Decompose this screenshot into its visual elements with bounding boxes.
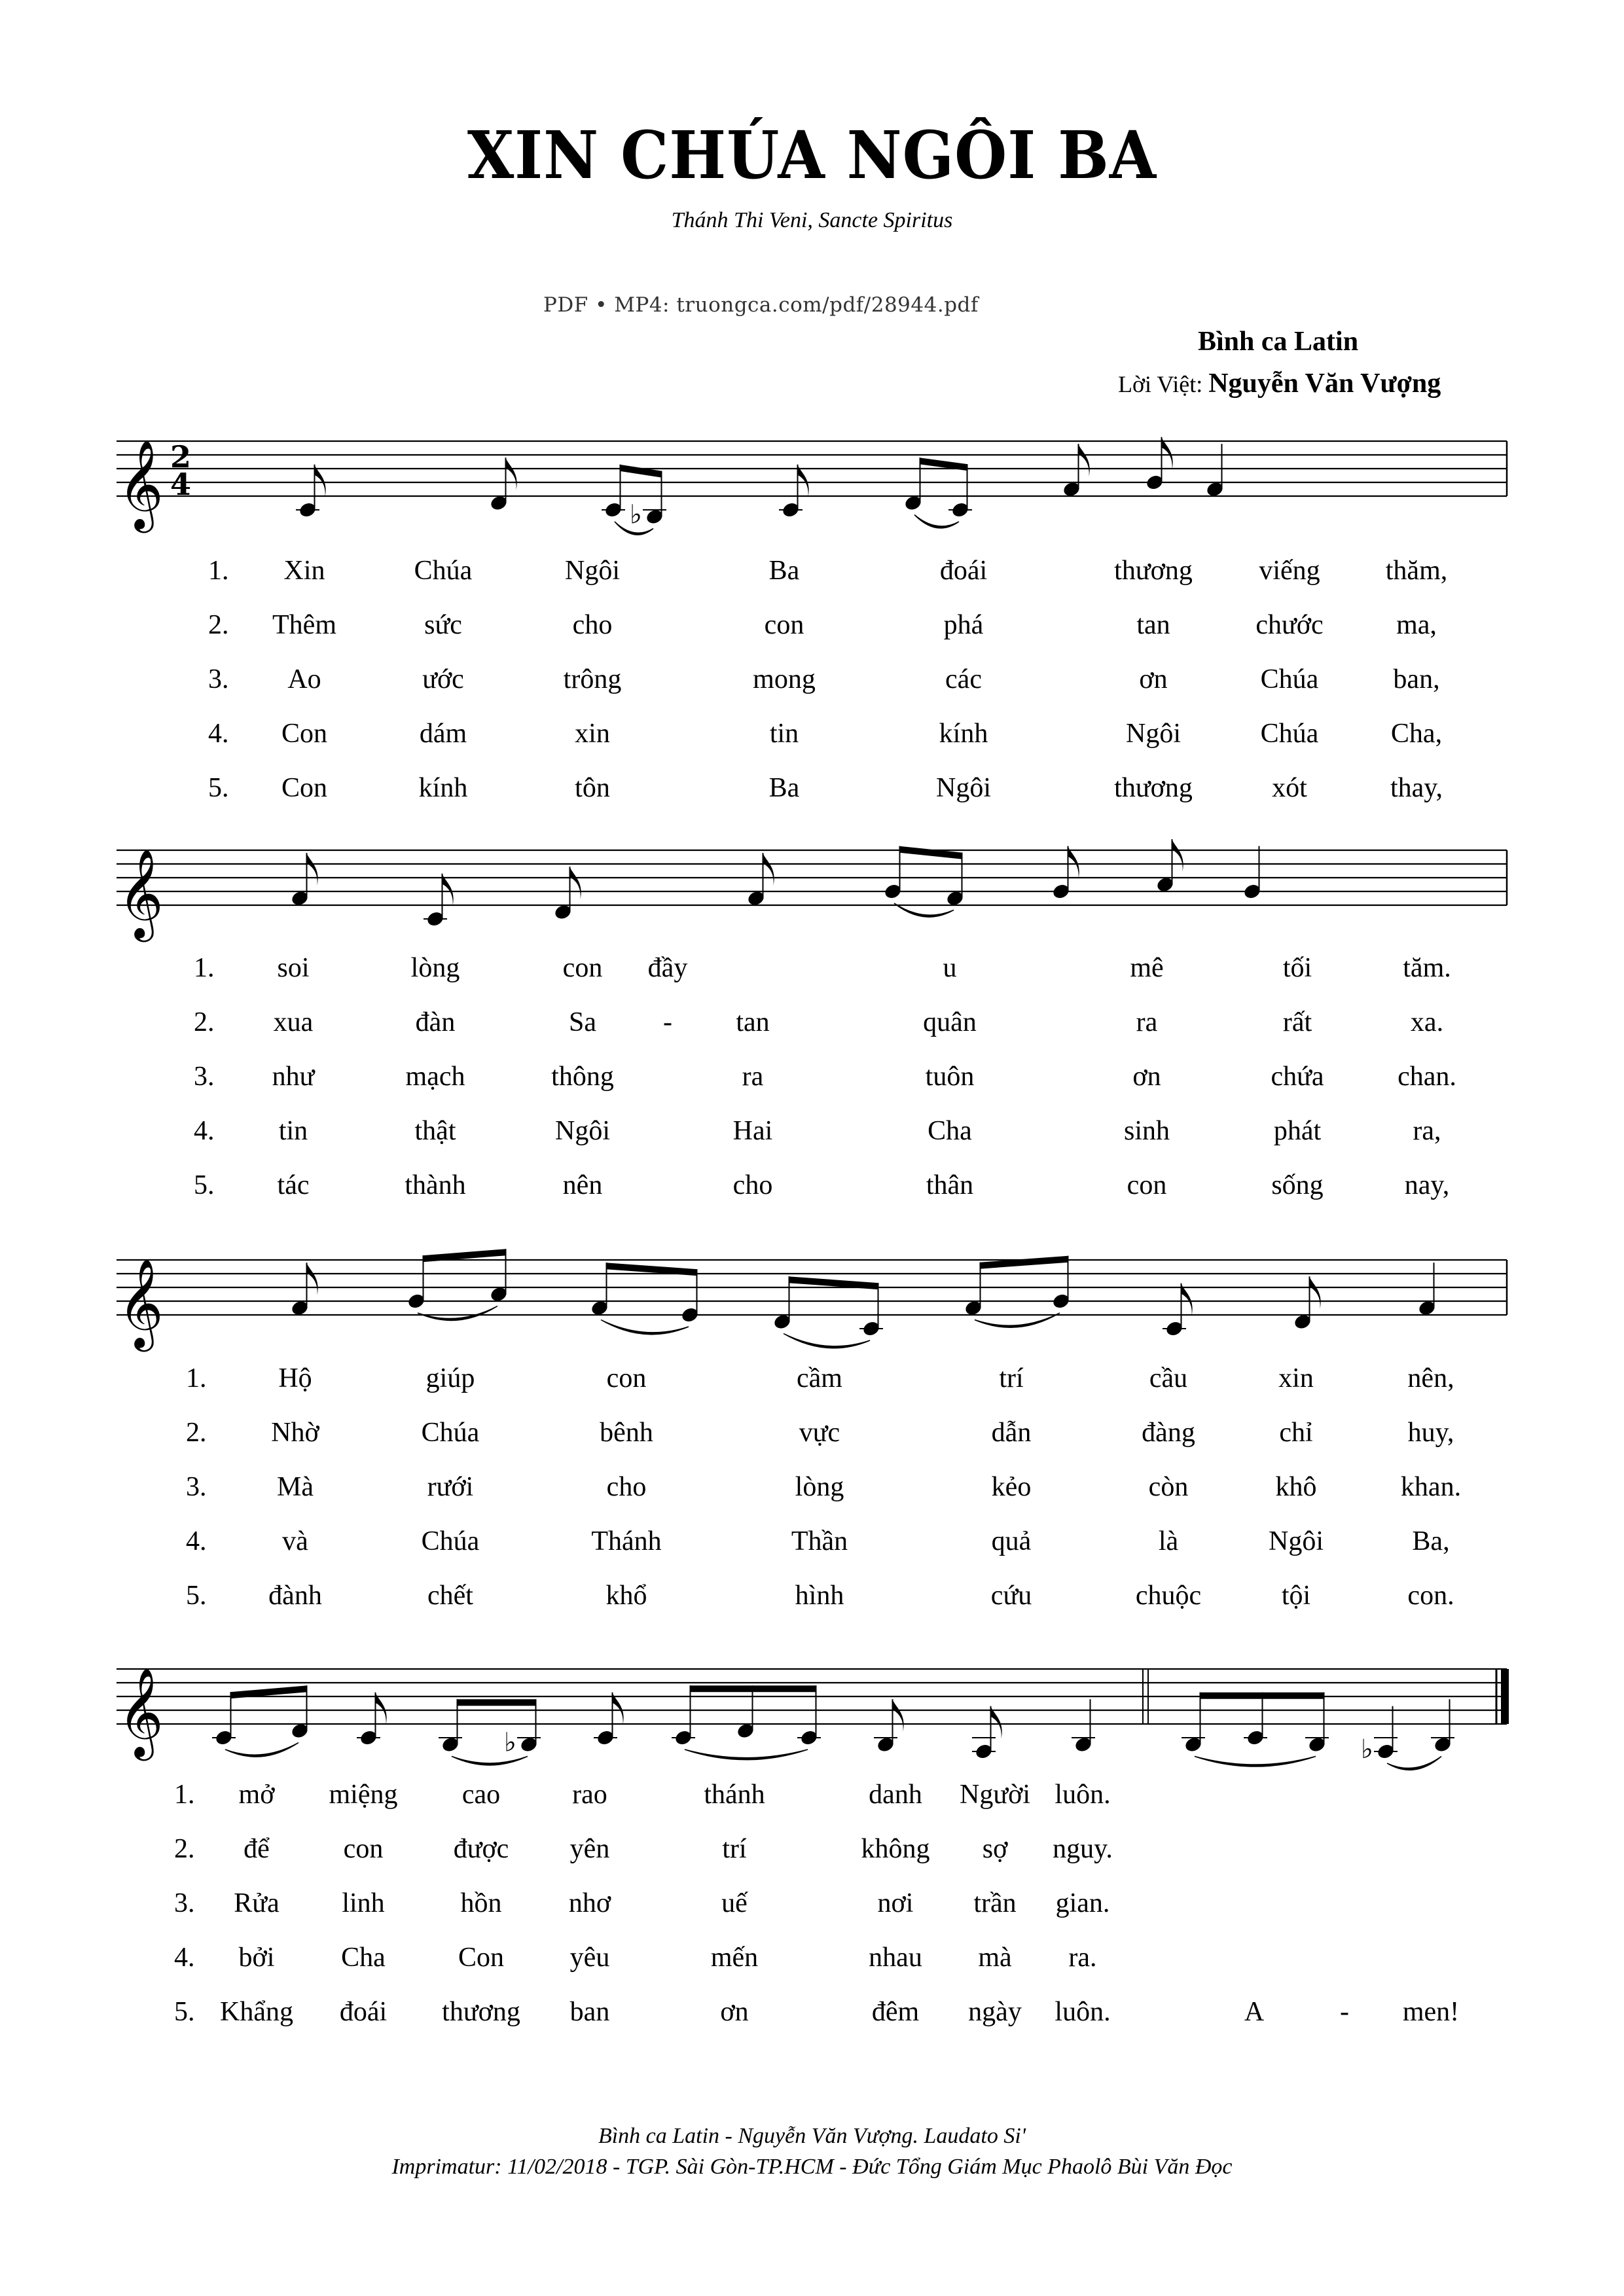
lyric-syllable: chết — [427, 1581, 473, 1611]
lyricist-label: Lời Việt: — [1118, 371, 1203, 397]
verse-number: 4. — [208, 719, 229, 749]
lyric-syllable: dám — [419, 719, 467, 749]
lyric-syllable: Thần — [791, 1526, 848, 1556]
verse-number: 2. — [208, 610, 229, 640]
lyric-syllable: Xin — [283, 556, 325, 586]
lyric-syllable: các — [945, 664, 982, 694]
lyric-syllable: huy, — [1407, 1418, 1454, 1448]
lyric-syllable: Con — [281, 773, 328, 803]
lyric-syllable: thăm, — [1385, 556, 1448, 586]
lyric-verse-2 — [0, 1007, 1624, 1039]
eighth-flag-icon — [442, 874, 454, 906]
eighth-flag-icon — [307, 853, 318, 886]
lyric-syllable: bởi — [238, 1943, 275, 1973]
lyric-syllable: đoái — [339, 1997, 388, 2027]
lyric-verse-5 — [0, 1580, 1624, 1613]
lyric-syllable: thành — [405, 1170, 466, 1200]
lyric-syllable: Ngôi — [1126, 719, 1181, 749]
lyric-syllable: sinh — [1123, 1116, 1170, 1146]
lyric-syllable: Ba — [768, 773, 800, 803]
lyric-syllable: khổ — [605, 1581, 647, 1611]
lyric-syllable: vực — [799, 1418, 840, 1448]
lyric-syllable: thánh — [704, 1780, 765, 1810]
lyric-syllable: ban — [569, 1997, 610, 2027]
lyric-verse-3 — [0, 1061, 1624, 1094]
lyric-syllable: tối — [1282, 953, 1312, 983]
lyric-syllable: Chúa — [421, 1418, 480, 1448]
lyric-syllable: chỉ — [1279, 1418, 1313, 1448]
lyric-syllable: xin — [1278, 1363, 1314, 1393]
lyric-syllable: rất — [1282, 1007, 1312, 1037]
lyric-syllable: cao — [461, 1780, 501, 1810]
lyric-syllable: tội — [1281, 1581, 1311, 1611]
verse-number: 4. — [174, 1943, 195, 1973]
lyric-syllable: nên, — [1407, 1363, 1454, 1393]
lyric-syllable: còn — [1148, 1472, 1189, 1502]
lyric-syllable: hồn — [460, 1888, 502, 1918]
lyric-syllable: Ngôi — [555, 1116, 610, 1146]
verse-number: 1. — [194, 953, 215, 983]
lyric-syllable: cho — [572, 610, 613, 640]
lyric-syllable: xua — [273, 1007, 314, 1037]
lyric-syllable: Sa — [569, 1007, 596, 1037]
lyric-syllable: khan. — [1400, 1472, 1462, 1502]
lyric-syllable: sống — [1271, 1170, 1324, 1200]
lyric-syllable: tăm. — [1403, 953, 1451, 983]
lyric-syllable: con — [562, 953, 603, 983]
source-link[interactable]: PDF • MP4: truongca.com/pdf/28944.pdf — [543, 293, 979, 317]
treble-clef-icon: 𝄞 — [118, 439, 164, 529]
lyric-syllable: bênh — [600, 1418, 653, 1448]
song-subtitle: Thánh Thi Veni, Sancte Spiritus — [671, 208, 953, 232]
lyric-verse-4 — [0, 718, 1624, 751]
lyric-syllable: đoái — [939, 556, 988, 586]
eighth-flag-icon — [376, 1693, 387, 1725]
lyric-syllable: nhơ — [568, 1888, 611, 1918]
slur — [452, 1757, 528, 1765]
lyric-syllable: chan. — [1398, 1062, 1456, 1092]
lyric-syllable: ban, — [1393, 664, 1440, 694]
lyric-syllable: nên — [562, 1170, 603, 1200]
lyric-syllable: ngày — [968, 1997, 1022, 2027]
lyric-syllable: tan — [736, 1007, 770, 1037]
eighth-flag-icon — [307, 1263, 318, 1295]
lyric-syllable: nhau — [869, 1943, 922, 1973]
lyric-syllable: đàn — [415, 1007, 456, 1037]
lyric-syllable: chước — [1255, 610, 1324, 640]
footer-credit: Bình ca Latin - Nguyễn Văn Vượng. Laudato Si' — [598, 2124, 1026, 2148]
lyric-syllable: viếng — [1259, 556, 1320, 586]
slur — [914, 515, 959, 528]
lyric-syllable: rao — [572, 1780, 607, 1810]
lyric-syllable: Con — [281, 719, 328, 749]
lyric-syllable: cầu — [1149, 1363, 1188, 1393]
lyric-syllable: như — [272, 1062, 315, 1092]
eighth-flag-icon — [1162, 437, 1173, 470]
lyric-syllable: mến — [710, 1943, 759, 1973]
lyric-syllable: Cha — [341, 1943, 386, 1973]
lyric-syllable: soi — [277, 953, 310, 983]
verse-number: 5. — [186, 1581, 207, 1611]
lyric-syllable: thật — [414, 1116, 456, 1146]
lyric-syllable: men! — [1402, 1997, 1460, 2027]
lyric-verse-4 — [0, 1115, 1624, 1148]
verse-number: 1. — [208, 556, 229, 586]
lyric-verse-4 — [0, 1526, 1624, 1558]
lyric-syllable: tin — [769, 719, 799, 749]
lyric-syllable: Chúa — [414, 556, 473, 586]
lyric-syllable: Ngôi — [1269, 1526, 1324, 1556]
lyric-syllable: thông — [551, 1062, 614, 1092]
lyric-verse-2 — [0, 609, 1624, 642]
lyric-syllable: Chúa — [421, 1526, 480, 1556]
lyric-syllable: ra — [742, 1062, 764, 1092]
lyric-syllable: - — [663, 1007, 672, 1037]
lyric-syllable: cứu — [990, 1581, 1032, 1611]
lyric-syllable: Rửa — [234, 1888, 280, 1918]
flat-icon: ♭ — [504, 1727, 516, 1758]
lyric-syllable: Thánh — [591, 1526, 662, 1556]
flat-icon: ♭ — [1361, 1734, 1373, 1765]
lyric-syllable: ra. — [1068, 1943, 1097, 1973]
treble-clef-icon: 𝄞 — [118, 848, 164, 938]
lyric-syllable: Thêm — [272, 610, 336, 640]
lyric-syllable: mong — [753, 664, 816, 694]
lyric-syllable: lòng — [795, 1472, 844, 1502]
lyric-syllable: tác — [277, 1170, 310, 1200]
lyric-syllable: kẻo — [991, 1472, 1032, 1502]
lyric-syllable: mà — [978, 1943, 1012, 1973]
lyric-syllable: con — [606, 1363, 647, 1393]
lyric-syllable: phá — [943, 610, 984, 640]
beam — [1200, 1693, 1325, 1699]
lyric-syllable: chứa — [1271, 1062, 1324, 1092]
eighth-flag-icon — [315, 465, 326, 497]
lyric-verse-2 — [0, 1833, 1624, 1866]
lyric-syllable: con. — [1407, 1581, 1454, 1611]
lyric-verse-5 — [0, 1170, 1624, 1202]
lyric-syllable: luôn. — [1055, 1780, 1111, 1810]
composer-credit: Bình ca Latin — [1198, 327, 1359, 357]
time-signature-top: 2 — [170, 439, 192, 475]
lyric-syllable: cho — [732, 1170, 773, 1200]
eighth-flag-icon — [570, 867, 581, 899]
lyric-verse-3 — [0, 1471, 1624, 1504]
lyric-syllable: hình — [795, 1581, 844, 1611]
lyric-syllable: ước — [422, 664, 464, 694]
lyric-syllable: chuộc — [1135, 1581, 1202, 1611]
lyric-syllable: đành — [268, 1581, 322, 1611]
lyric-syllable: và — [282, 1526, 308, 1556]
lyric-syllable: Khẩng — [220, 1997, 293, 2027]
lyric-verse-1 — [0, 1363, 1624, 1395]
eighth-flag-icon — [1182, 1283, 1193, 1316]
verse-number: 1. — [186, 1363, 207, 1393]
treble-clef-icon: 𝄞 — [118, 1666, 164, 1757]
lyric-syllable: uế — [721, 1888, 748, 1918]
lyric-syllable: rưới — [427, 1472, 474, 1502]
lyric-syllable: ra — [1136, 1007, 1158, 1037]
verse-number: 3. — [208, 664, 229, 694]
lyric-syllable: sợ — [982, 1834, 1008, 1864]
lyric-syllable: không — [861, 1834, 930, 1864]
lyric-syllable: phát — [1273, 1116, 1322, 1146]
lyric-syllable: xin — [575, 719, 610, 749]
lyric-verse-1 — [0, 1779, 1624, 1812]
slur — [784, 1334, 870, 1348]
verse-number: 5. — [208, 773, 229, 803]
lyric-syllable: quân — [923, 1007, 977, 1037]
final-barline-thick — [1501, 1669, 1509, 1724]
lyric-syllable: tuôn — [925, 1062, 975, 1092]
verse-number: 3. — [186, 1472, 207, 1502]
lyric-syllable: gian. — [1055, 1888, 1110, 1918]
lyric-syllable: ma, — [1396, 610, 1437, 640]
slur — [225, 1743, 298, 1757]
lyric-syllable: tôn — [575, 773, 610, 803]
lyric-syllable: Ba — [768, 556, 800, 586]
treble-clef-icon: 𝄞 — [118, 1257, 164, 1348]
verse-number: 5. — [174, 1997, 195, 2027]
lyric-syllable: Người — [960, 1780, 1030, 1810]
lyric-syllable: - — [1340, 1997, 1349, 2027]
lyric-syllable: u — [943, 953, 957, 983]
lyric-syllable: Ngôi — [565, 556, 620, 586]
eighth-flag-icon — [613, 1693, 624, 1725]
lyric-syllable: ơn — [1139, 664, 1168, 694]
lyric-syllable: trần — [973, 1888, 1017, 1918]
lyric-syllable: Chúa — [1260, 719, 1319, 749]
slur — [418, 1306, 497, 1321]
eighth-flag-icon — [798, 465, 809, 497]
lyric-syllable: Chúa — [1260, 664, 1319, 694]
lyric-syllable: con — [343, 1834, 384, 1864]
lyric-syllable: Ngôi — [936, 773, 991, 803]
lyric-syllable: nay, — [1404, 1170, 1450, 1200]
lyric-syllable: để — [244, 1834, 270, 1864]
lyric-syllable: yên — [569, 1834, 610, 1864]
lyric-syllable: kính — [939, 719, 988, 749]
lyric-syllable: yêu — [569, 1943, 610, 1973]
lyric-verse-3 — [0, 1888, 1624, 1920]
eighth-flag-icon — [506, 457, 517, 490]
verse-number: 3. — [174, 1888, 195, 1918]
lyric-syllable: thay, — [1390, 773, 1443, 803]
lyric-verse-5 — [0, 772, 1624, 805]
lyric-syllable: đầy — [647, 953, 688, 983]
eighth-flag-icon — [1310, 1276, 1321, 1309]
lyric-syllable: khô — [1275, 1472, 1317, 1502]
lyric-verse-4 — [0, 1942, 1624, 1975]
lyric-syllable: được — [453, 1834, 509, 1864]
lyric-syllable: đàng — [1142, 1418, 1195, 1448]
lyric-verse-1 — [0, 555, 1624, 588]
lyric-syllable: trí — [722, 1834, 747, 1864]
lyric-syllable: nguy. — [1053, 1834, 1113, 1864]
lyric-syllable: Ao — [287, 664, 321, 694]
lyric-syllable: quả — [991, 1526, 1032, 1556]
lyric-syllable: ơn — [1132, 1062, 1161, 1092]
lyric-verse-3 — [0, 664, 1624, 696]
verse-number: 4. — [186, 1526, 207, 1556]
lyric-syllable: Con — [458, 1943, 505, 1973]
slur — [1195, 1757, 1316, 1767]
lyric-syllable: sức — [424, 610, 462, 640]
lyric-syllable: xót — [1272, 773, 1307, 803]
eighth-flag-icon — [1068, 846, 1079, 879]
lyric-syllable: trông — [563, 664, 622, 694]
lyric-syllable: cầm — [797, 1363, 842, 1393]
song-title: XIN CHÚA NGÔI BA — [467, 117, 1157, 194]
lyric-syllable: Hai — [732, 1116, 773, 1146]
lyric-syllable: con — [1127, 1170, 1167, 1200]
lyric-syllable: thương — [442, 1997, 520, 2027]
eighth-flag-icon — [1172, 839, 1183, 872]
lyric-syllable: Cha, — [1390, 719, 1443, 749]
lyric-syllable: ra, — [1413, 1116, 1441, 1146]
lyric-syllable: miệng — [329, 1780, 398, 1810]
lyric-syllable: con — [764, 610, 804, 640]
lyric-syllable: đêm — [871, 1997, 920, 2027]
verse-number: 4. — [194, 1116, 215, 1146]
lyric-syllable: luôn. — [1055, 1997, 1111, 2027]
lyric-syllable: Cha — [928, 1116, 972, 1146]
lyric-syllable: tan — [1136, 610, 1170, 640]
eighth-flag-icon — [763, 853, 774, 886]
lyric-syllable: thân — [926, 1170, 974, 1200]
lyric-syllable: tin — [278, 1116, 308, 1146]
lyric-syllable: thương — [1114, 773, 1193, 803]
lyric-syllable: nơi — [877, 1888, 914, 1918]
verse-number: 3. — [194, 1062, 215, 1092]
lyricist-name: Nguyễn Văn Vượng — [1208, 368, 1441, 399]
lyric-syllable: Mà — [277, 1472, 314, 1502]
beam — [899, 846, 963, 859]
lyric-syllable: thương — [1114, 556, 1193, 586]
lyric-syllable: Nhờ — [271, 1418, 319, 1448]
lyric-syllable: cho — [606, 1472, 647, 1502]
time-signature-bottom: 4 — [170, 467, 192, 502]
lyric-syllable: Hộ — [278, 1363, 312, 1393]
slur — [685, 1749, 808, 1760]
eighth-flag-icon — [991, 1706, 1002, 1739]
lyric-syllable: linh — [342, 1888, 385, 1918]
verse-number: 1. — [174, 1780, 195, 1810]
lyric-syllable: dẫn — [991, 1418, 1032, 1448]
lyric-syllable: A — [1244, 1997, 1265, 2027]
lyric-syllable: mê — [1130, 953, 1164, 983]
verse-number: 2. — [194, 1007, 215, 1037]
flat-icon: ♭ — [630, 499, 642, 530]
verse-number: 2. — [186, 1418, 207, 1448]
lyric-syllable: mở — [238, 1780, 275, 1810]
lyric-verse-5 — [0, 1996, 1624, 2029]
beam — [690, 1685, 817, 1692]
lyric-verse-2 — [0, 1417, 1624, 1450]
lyric-verse-1 — [0, 952, 1624, 985]
beam — [980, 1256, 1069, 1269]
lyric-syllable: ơn — [720, 1997, 749, 2027]
lyric-syllable: mạch — [405, 1062, 465, 1092]
verse-number: 5. — [194, 1170, 215, 1200]
beam — [457, 1699, 537, 1706]
lyric-syllable: xa. — [1410, 1007, 1444, 1037]
lyric-syllable: danh — [869, 1780, 922, 1810]
slur — [601, 1320, 689, 1335]
eighth-flag-icon — [893, 1699, 904, 1732]
beam — [620, 465, 662, 478]
lyric-syllable: Ba, — [1412, 1526, 1450, 1556]
lyric-syllable: lòng — [410, 953, 460, 983]
lyric-syllable: giúp — [425, 1363, 475, 1393]
verse-number: 2. — [174, 1834, 195, 1864]
lyric-syllable: trí — [999, 1363, 1024, 1393]
slur — [1387, 1757, 1441, 1770]
eighth-flag-icon — [1079, 444, 1090, 476]
lyric-syllable: kính — [418, 773, 468, 803]
lyric-syllable: là — [1158, 1526, 1179, 1556]
footer-imprimatur: Imprimatur: 11/02/2018 - TGP. Sài Gòn-TP.HCM - Đức Tổng Giám Mục Phaolô Bùi Văn Đọc — [391, 2155, 1233, 2179]
